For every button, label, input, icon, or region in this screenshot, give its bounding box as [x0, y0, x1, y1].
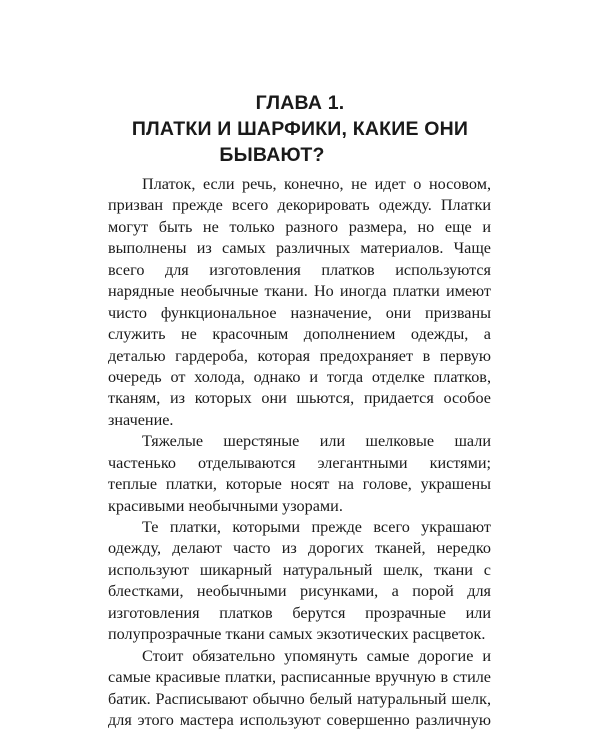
text-line: нарядные необычные ткани. Но иногда платки имеют — [108, 282, 491, 301]
text-line: самые красивые платки, расписанные вручную в стиле — [108, 668, 491, 687]
text-line: значение. — [108, 410, 174, 429]
text-line: Те платки, которыми прежде всего украшают — [142, 518, 491, 536]
text-line: деталью гардероба, которая предохраняет в первую — [108, 346, 491, 365]
text-line: чисто функциональное назначение, они призваны — [108, 303, 491, 322]
text-line: Стоит обязательно упомянуть самые дорогие и — [142, 646, 491, 665]
text-line: всего для изготовления платков используются — [108, 260, 491, 279]
text-line: теплые платки, которые носят на голове, украшены — [108, 475, 491, 494]
chapter-title-line-1: ПЛАТКИ И ШАРФИКИ, КАКИЕ ОНИ — [131, 118, 469, 140]
text-line: могут быть не только разного размера, но еще и — [108, 217, 491, 236]
text-line: выполнены из самых различных материалов. Чаще — [108, 239, 491, 258]
text-line: полупрозрачные ткани самых экзотических расцветок. — [108, 625, 486, 644]
text-line: призван прежде всего декорировать одежду. Платки — [108, 196, 491, 215]
text-line: красивыми необычными узорами. — [108, 496, 343, 515]
text-line: изготовления платков берутся прозрачные или — [108, 603, 491, 622]
text-line: Платок, если речь, конечно, не идет о носовом, — [142, 175, 491, 193]
text-line: блестками, необычными рисунками, а порой для — [108, 582, 491, 601]
chapter-heading — [100, 90, 500, 168]
chapter-title-line-2: БЫВАЮТ? — [219, 144, 325, 166]
text-line: Тяжелые шерстяные или шелковые шали — [142, 432, 491, 451]
text-line: одежду, делают часто из дорогих тканей, нередко — [108, 539, 491, 558]
chapter-number: ГЛАВА 1. — [255, 92, 345, 114]
text-line: очередь от холода, однако и тогда отделке платков, — [108, 367, 491, 386]
text-line: для этого мастера используют совершенно различную — [108, 710, 491, 729]
paragraph — [108, 517, 491, 646]
text-line: частенько отделываются элегантными кистями; — [108, 453, 491, 472]
paragraph — [108, 174, 491, 431]
paragraph — [108, 646, 491, 732]
text-line: используют шикарный натуральный шелк, ткани с — [108, 560, 491, 579]
text-line: служить не красочным дополнением одежды, а — [108, 325, 491, 344]
chapter-body — [108, 174, 491, 731]
paragraph — [108, 431, 491, 517]
text-line: тканям, из которых они шьются, придается особое — [108, 389, 491, 408]
text-line: батик. Расписывают обычно белый натуральный шелк, — [108, 689, 491, 708]
